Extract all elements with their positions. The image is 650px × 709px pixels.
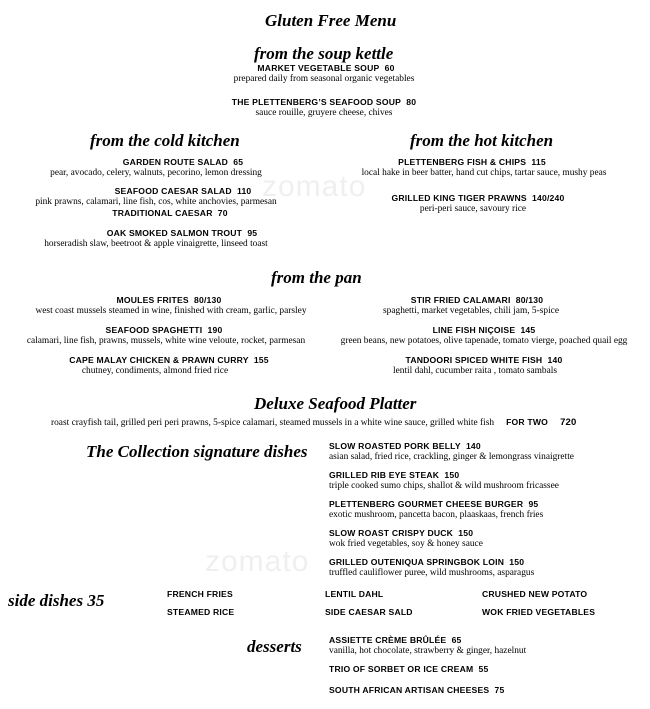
menu-item-price: 150	[444, 470, 460, 480]
menu-item-price: 75	[494, 685, 505, 695]
platter-for-two: FOR TWO	[506, 417, 549, 427]
menu-item-price: 150	[509, 557, 525, 567]
menu-item-name: SEAFOOD CAESAR SALAD 110	[114, 186, 252, 196]
section-heading-platter: Deluxe Seafood Platter	[254, 394, 417, 413]
menu-item-desc: asian salad, fried rice, crackling, ginger & lemongrass vinaigrette	[329, 452, 574, 462]
menu-item-desc: sauce rouille, gruyere cheese, chives	[255, 108, 393, 118]
menu-item-desc: wok fried vegetables, soy & honey sauce	[329, 539, 483, 549]
menu-item-price: 140	[547, 355, 563, 365]
section-heading-pan: from the pan	[271, 268, 362, 287]
menu-item-desc: green beans, new potatoes, olive tapenade, tomato vierge, poached quail egg	[340, 336, 628, 346]
menu-item-name: TRADITIONAL CAESAR 70	[112, 208, 228, 218]
menu-item-name: TANDOORI SPICED WHITE FISH 140	[405, 355, 563, 365]
menu-item-name: MARKET VEGETABLE SOUP 60	[257, 63, 395, 73]
menu-item-desc: pear, avocado, celery, walnuts, pecorino, lemon dressing	[50, 168, 262, 178]
menu-item-name: PLETTENBERG GOURMET CHEESE BURGER 95	[329, 499, 539, 509]
menu-item-desc: peri-peri sauce, savoury rice	[419, 204, 527, 214]
section-heading-desserts: desserts	[247, 637, 302, 656]
menu-item-name: GRILLED RIB EYE STEAK 150	[329, 470, 460, 480]
menu-item-name: OAK SMOKED SALMON TROUT 95	[106, 228, 258, 238]
menu-item-price: 55	[478, 664, 489, 674]
menu-item-desc: prepared daily from seasonal organic vegetables	[233, 74, 415, 84]
section-heading-soup: from the soup kettle	[254, 44, 394, 63]
menu-item-desc: pink prawns, calamari, line fish, cos, white anchovies, parmesan	[35, 197, 277, 207]
menu-item-price: 140	[465, 441, 481, 451]
platter-price: 720	[560, 417, 577, 428]
menu-item-price: 80/130	[194, 295, 222, 305]
menu-item-desc: truffled cauliflower puree, wild mushrooms, asparagus	[329, 568, 535, 578]
menu-item-desc: chutney, condiments, almond fried rice	[81, 366, 229, 376]
menu-item-price: 60	[384, 63, 395, 73]
side-dish-item: STEAMED RICE	[167, 607, 235, 617]
side-dish-item: WOK FRIED VEGETABLES	[482, 607, 596, 617]
menu-item-desc: calamari, line fish, prawns, mussels, white wine veloute, rocket, parmesan	[26, 336, 306, 346]
platter-line	[51, 412, 577, 430]
menu-item-price: 65	[233, 157, 244, 167]
menu-item-price: 95	[247, 228, 258, 238]
side-dish-item: CRUSHED NEW POTATO	[482, 589, 588, 599]
signature-list	[329, 441, 574, 579]
menu-item-desc: exotic mushroom, pancetta bacon, plaaskaas, french fries	[329, 510, 544, 520]
menu-item-desc: lentil dahl, cucumber raita , tomato sambals	[392, 366, 558, 376]
watermark: zomato	[205, 545, 310, 578]
side-dish-item: SIDE CAESAR SALD	[325, 607, 413, 617]
side-dish-item: LENTIL DAHL	[325, 589, 384, 599]
menu-item-price: 190	[207, 325, 223, 335]
side-dish-item: FRENCH FRIES	[167, 589, 233, 599]
section-heading-cold: from the cold kitchen	[90, 131, 240, 150]
menu-item-name: LINE FISH NIÇOISE 145	[432, 325, 536, 335]
menu-item-name: THE PLETTENBERG’S SEAFOOD SOUP 80	[231, 97, 417, 107]
menu-item-price: 80/130	[515, 295, 544, 305]
menu-item-name: GRILLED OUTENIQUA SPRINGBOK LOIN 150	[329, 557, 525, 567]
menu-item-desc: local hake in beer batter, hand cut chips, tartar sauce, mushy peas	[361, 168, 607, 178]
menu-item-price: 110	[236, 186, 252, 196]
menu-item-price: 115	[531, 157, 546, 167]
menu-title: Gluten Free Menu	[265, 11, 397, 30]
menu-item-name: CAPE MALAY CHICKEN & PRAWN CURRY 155	[69, 355, 269, 365]
watermark: zomato	[262, 170, 367, 203]
menu-item-price: 155	[253, 355, 269, 365]
menu-item-price: 70	[217, 208, 228, 218]
menu-item-name: MOULES FRITES 80/130	[116, 295, 222, 305]
menu-item-name: SEAFOOD SPAGHETTI 190	[105, 325, 223, 335]
menu-item-name: SLOW ROAST CRISPY DUCK 150	[329, 528, 474, 538]
menu-item-price: 65	[451, 635, 462, 645]
platter-desc: roast crayfish tail, grilled peri peri prawns, 5-spice calamari, steamed mussels in a white wine sauce, grilled white fish	[51, 418, 495, 428]
menu-item-name: GARDEN ROUTE SALAD 65	[122, 157, 244, 167]
menu-item-price: 145	[520, 325, 536, 335]
menu-item-desc: vanilla, hot chocolate, strawberry & ginger, hazelnut	[329, 646, 527, 656]
menu-item-desc: horseradish slaw, beetroot & apple vinaigrette, linseed toast	[44, 239, 268, 249]
section-heading-hot: from the hot kitchen	[410, 131, 554, 150]
menu-item-price: 140/240	[532, 193, 565, 203]
menu-item-name: SOUTH AFRICAN ARTISAN CHEESES 75	[329, 685, 505, 695]
menu-item-name: PLETTENBERG FISH & CHIPS 115	[398, 157, 546, 167]
menu-item-name: TRIO OF SORBET OR ICE CREAM 55	[329, 664, 489, 674]
section-heading-signature: The Collection signature dishes	[86, 442, 308, 461]
menu-item-name: ASSIETTE CRÈME BRÛLÉE 65	[329, 635, 462, 645]
section-heading-sides: side dishes 35	[8, 591, 105, 610]
menu-item-desc: triple cooked sumo chips, shallot & wild mushroom fricassee	[329, 481, 559, 491]
menu-item-desc: west coast mussels steamed in wine, finished with cream, garlic, parsley	[35, 306, 307, 316]
menu-item-price: 150	[458, 528, 474, 538]
menu-item-price: 80	[406, 97, 417, 107]
menu-item-desc: spaghetti, market vegetables, chili jam, 5-spice	[383, 306, 559, 316]
desserts-list	[329, 635, 526, 696]
menu-item-name: SLOW ROASTED PORK BELLY 140	[329, 441, 481, 451]
menu-item-name: STIR FRIED CALAMARI 80/130	[410, 295, 544, 305]
menu-item-name: GRILLED KING TIGER PRAWNS 140/240	[391, 193, 565, 203]
menu-item-price: 95	[528, 499, 539, 509]
